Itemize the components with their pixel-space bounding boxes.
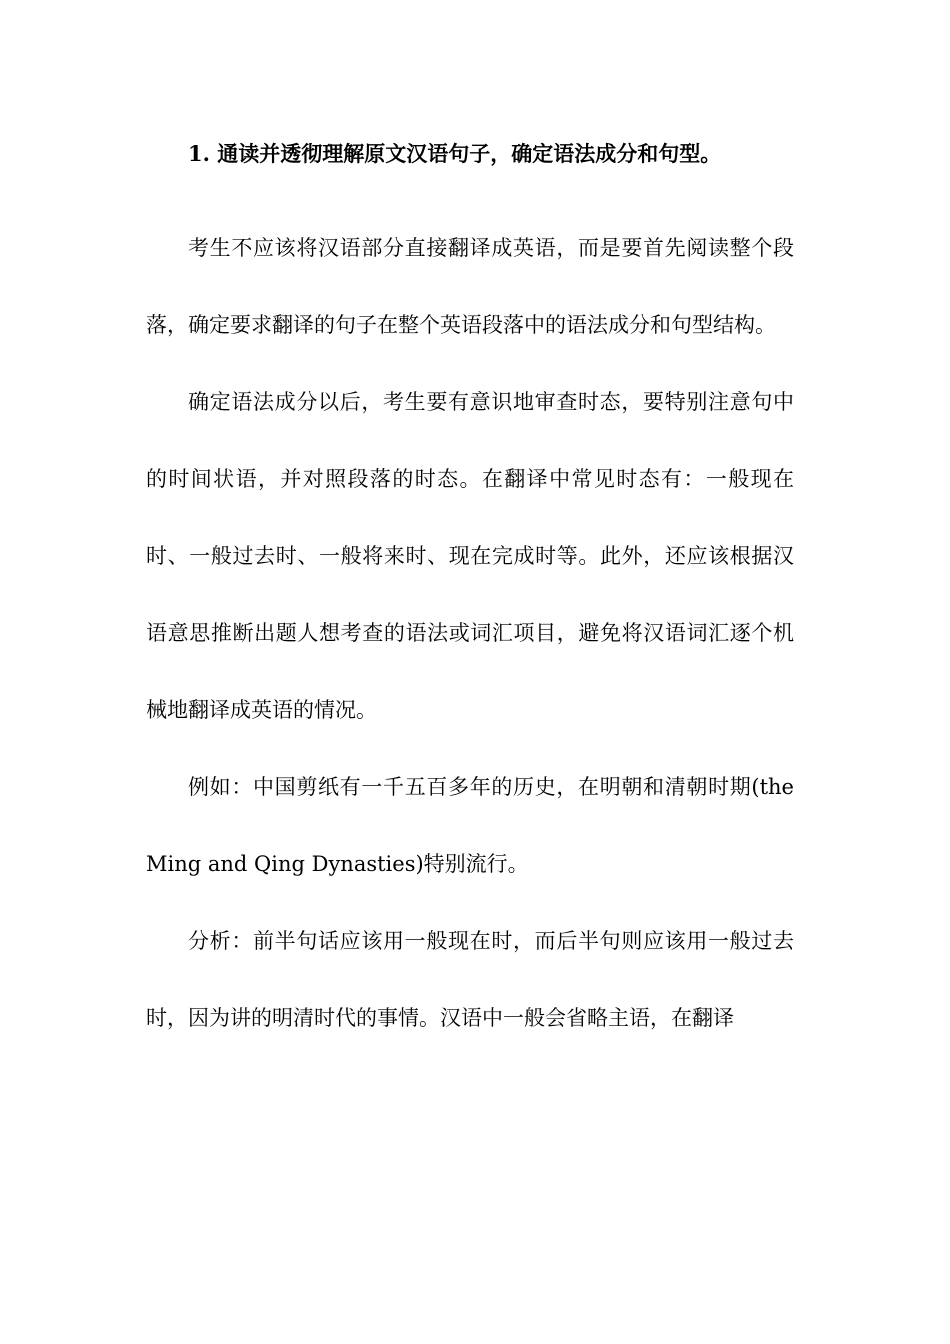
document-body: [146, 128, 794, 1057]
paragraph-3: 例如：中国剪纸有一千五百多年的历史，在明朝和清朝时期(the Ming and Qing Dynasties)特别流行。: [146, 775, 794, 876]
paragraph-4: 分析：前半句话应该用一般现在时，而后半句则应该用一般过去时，因为讲的明清时代的事情。汉语中一般会省略主语，在翻译: [146, 929, 794, 1030]
paragraph-1: 考生不应该将汉语部分直接翻译成英语，而是要首先阅读整个段落，确定要求翻译的句子在整个英语段落中的语法成分和句型结构。: [146, 236, 794, 337]
section-heading: 1. 通读并透彻理解原文汉语句子，确定语法成分和句型。: [188, 141, 722, 166]
paragraph-2: 确定语法成分以后，考生要有意识地审查时态，要特别注意句中的时间状语，并对照段落的时态。在翻译中常见时态有：一般现在时、一般过去时、一般将来时、现在完成时等。此外，还应该根据汉语意思推断出题人想考查的语法或词汇项目，避免将汉语词汇逐个机械地翻译成英语的情况。: [146, 390, 794, 722]
